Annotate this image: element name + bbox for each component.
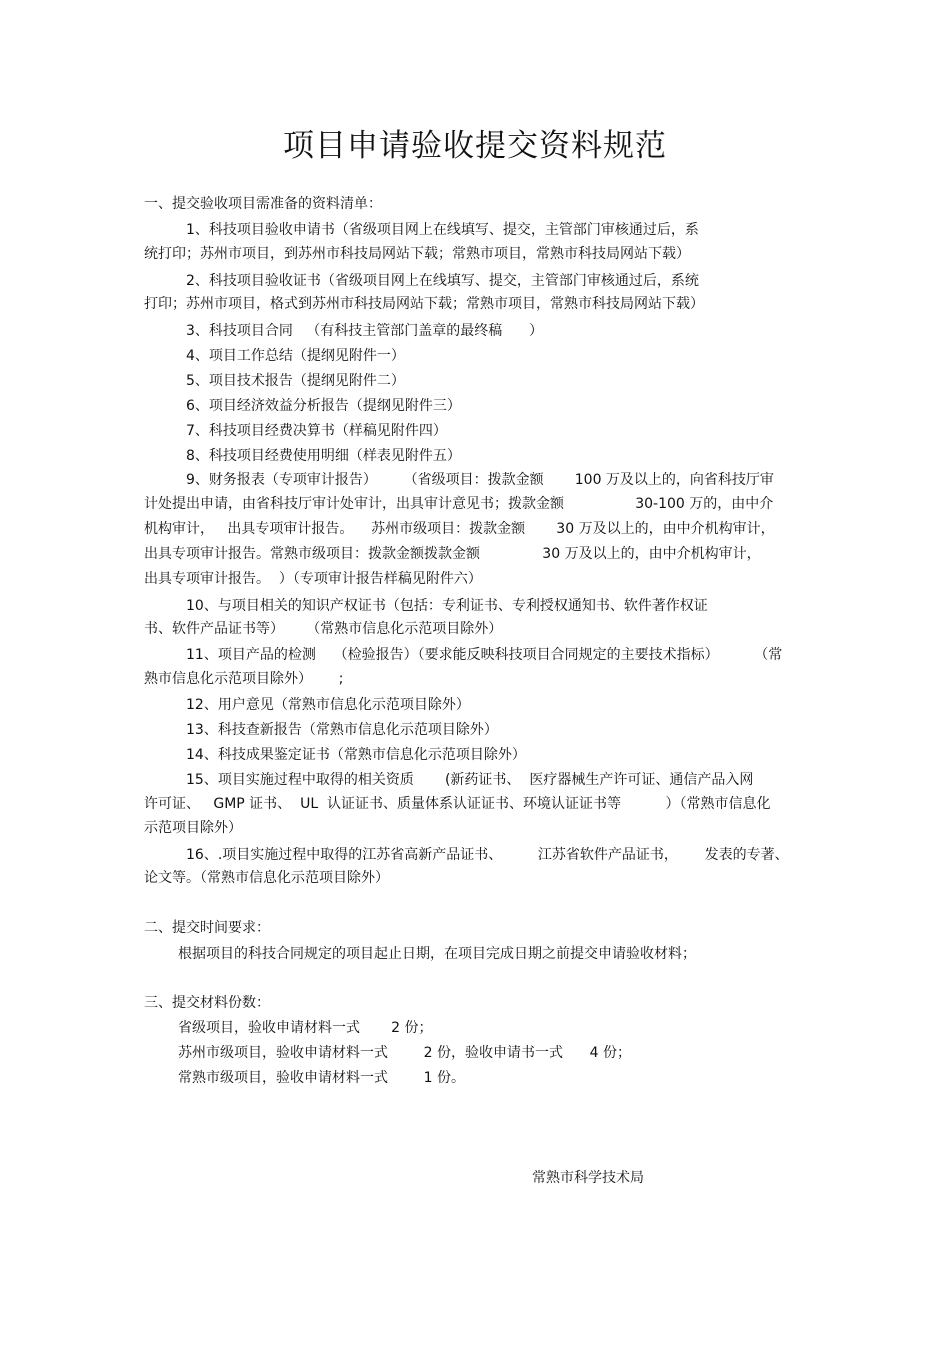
item-15-line-3: 示范项目除外） xyxy=(144,820,242,836)
item-12: 12、用户意见（常熟市信息化示范项目除外） xyxy=(186,697,470,713)
copies-suzhou: 苏州市级项目，验收申请材料一式 2 份，验收申请书一式 4 份； xyxy=(178,1045,632,1061)
item-11-line-2: 熟市信息化示范项目除外） ; xyxy=(144,671,344,687)
item-16-line-1: 16、.项目实施过程中取得的江苏省高新产品证书、 江苏省软件产品证书， 发表的专著、 xyxy=(186,847,789,863)
section-2-text: 根据项目的科技合同规定的项目起止日期，在项目完成日期之前提交申请验收材料； xyxy=(178,946,696,962)
item-15-line-1: 15、项目实施过程中取得的相关资质 (新药证书、 医疗器械生产许可证、通信产品入网 xyxy=(186,772,754,788)
item-9-line-1: 9、财务报表（专项审计报告） （省级项目：拨款金额 100 万及以上的，向省科技厅审 xyxy=(186,472,774,488)
signature-issuer: 常熟市科学技术局 xyxy=(532,1170,644,1186)
item-5: 5、项目技术报告（提纲见附件二） xyxy=(186,373,405,389)
item-2-line-1: 2、科技项目验收证书（省级项目网上在线填写、提交，主管部门审核通过后，系统 xyxy=(186,273,699,289)
item-14: 14、科技成果鉴定证书（常熟市信息化示范项目除外） xyxy=(186,747,526,763)
item-9-line-2: 计处提出申请，由省科技厅审计处审计，出具审计意见书；拨款金额 30-100 万的，由中介 xyxy=(144,496,774,512)
item-16-line-2: 论文等。（常熟市信息化示范项目除外） xyxy=(144,870,389,886)
item-1-line-2: 统打印；苏州市项目，到苏州市科技局网站下载；常熟市项目，常熟市科技局网站下载） xyxy=(144,246,690,262)
document-title: 项目申请验收提交资料规范 xyxy=(283,128,667,164)
item-8: 8、科技项目经费使用明细（样表见附件五） xyxy=(186,448,461,464)
section-2-heading: 二、提交时间要求： xyxy=(144,920,270,936)
section-1-heading: 一、提交验收项目需准备的资料清单： xyxy=(144,196,382,212)
item-4: 4、项目工作总结（提纲见附件一） xyxy=(186,348,405,364)
item-10-line-2: 书、软件产品证书等） （常熟市信息化示范项目除外） xyxy=(144,621,503,637)
item-9-line-3: 机构审计， 出具专项审计报告。 苏州市级项目：拨款金额 30 万及以上的，由中介机构审计， xyxy=(144,521,775,537)
copies-changshu: 常熟市级项目，验收申请材料一式 1 份。 xyxy=(178,1070,465,1086)
section-3-heading: 三、提交材料份数： xyxy=(144,995,270,1011)
item-15-line-2: 许可证、 GMP 证书、 UL 认证证书、质量体系认证证书、环境认证证书等 ）（常熟市信息化 xyxy=(144,796,771,812)
item-7: 7、科技项目经费决算书（样稿见附件四） xyxy=(186,423,447,439)
item-10-line-1: 10、与项目相关的知识产权证书（包括：专利证书、专利授权通知书、软件著作权证 xyxy=(186,598,708,614)
item-2-line-2: 打印；苏州市项目，格式到苏州市科技局网站下载；常熟市项目，常熟市科技局网站下载） xyxy=(144,296,704,312)
item-1-line-1: 1、科技项目验收申请书（省级项目网上在线填写、提交，主管部门审核通过后，系 xyxy=(186,222,699,238)
item-9-line-4: 出具专项审计报告。常熟市级项目：拨款金额拨款金额 30 万及以上的，由中介机构审计， xyxy=(144,546,761,562)
item-11-line-1: 11、项目产品的检测 （检验报告）（要求能反映科技项目合同规定的主要技术指标） （常 xyxy=(186,647,783,663)
item-13: 13、科技查新报告（常熟市信息化示范项目除外） xyxy=(186,722,498,738)
item-3: 3、科技项目合同 （有科技主管部门盖章的最终稿 ） xyxy=(186,323,543,339)
item-9-line-5: 出具专项审计报告。 ）（专项审计报告样稿见附件六） xyxy=(144,571,482,587)
copies-provincial: 省级项目，验收申请材料一式 2 份； xyxy=(178,1020,433,1036)
item-6: 6、项目经济效益分析报告（提纲见附件三） xyxy=(186,398,461,414)
